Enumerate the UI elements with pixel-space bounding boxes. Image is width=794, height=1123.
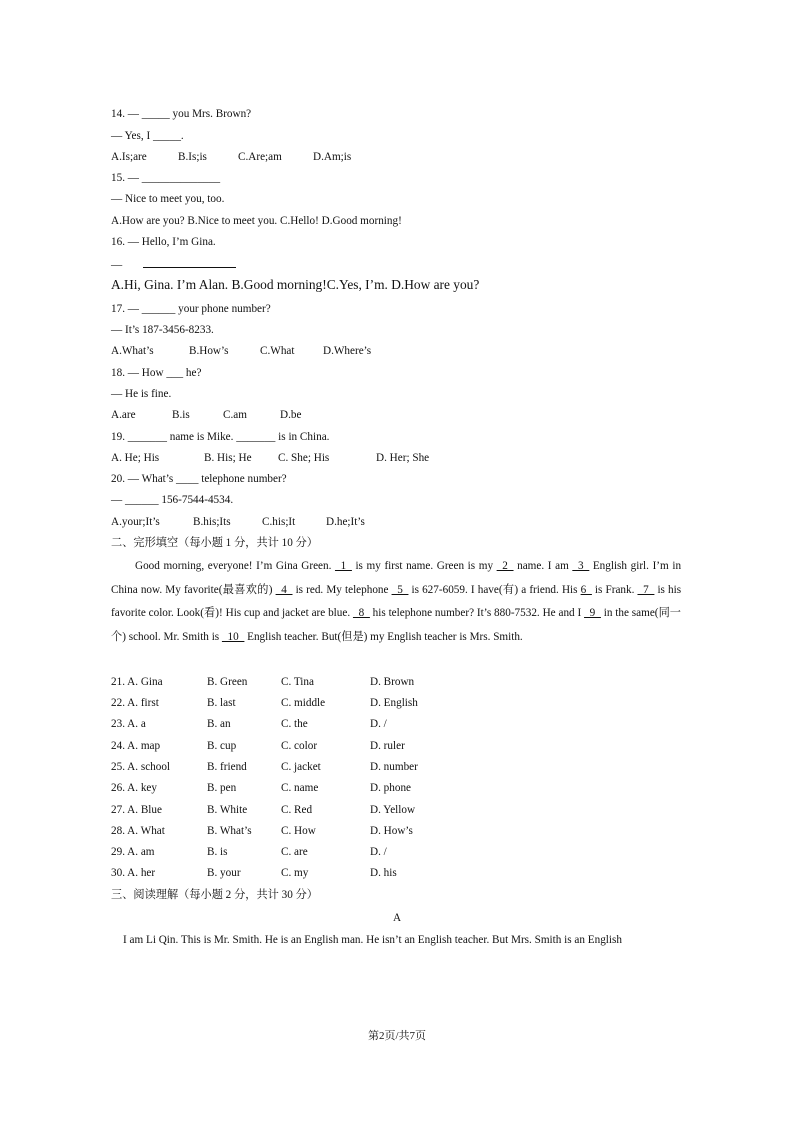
- q20-reply: — ______ 156-7544-4534.: [111, 494, 234, 506]
- option-b: B. His; He: [204, 452, 252, 464]
- passage-text: I am Li Qin. This is Mr. Smith. He is an English man. He isn’t an English teacher. But Mrs. Smith is an English: [123, 934, 622, 946]
- option-c: C.What: [260, 345, 295, 357]
- option-c: C. middle: [281, 697, 326, 709]
- q18-stem: 18. — How ___ he?: [111, 367, 202, 379]
- option-d: D. ruler: [370, 740, 405, 752]
- option-d: D. /: [370, 718, 387, 730]
- option-a: A.your;It’s: [111, 516, 160, 528]
- option-b: B. last: [207, 697, 236, 709]
- q15-reply: — Nice to meet you, too.: [111, 193, 225, 205]
- q17-reply: — It’s 187-3456-8233.: [111, 324, 214, 336]
- option-b: B. your: [207, 867, 241, 879]
- cloze-blank: _4_: [275, 583, 293, 596]
- option-b: B. pen: [207, 782, 237, 794]
- option-a: A.are: [111, 409, 136, 421]
- q16-reply: [111, 256, 236, 272]
- cloze-text: English teacher. But(但是) my English teacher is Mrs. Smith.: [247, 630, 523, 643]
- option-d: D. How’s: [370, 825, 413, 837]
- option-b: B.his;Its: [193, 516, 231, 528]
- option-b: B. What’s: [207, 825, 252, 837]
- option-c: C. name: [281, 782, 319, 794]
- q16-options: A.Hi, Gina. I’m Alan. B.Good morning!C.Yes, I’m. D.How are you?: [111, 277, 480, 292]
- cloze-text: Good morning, everyone! I’m Gina Green.: [135, 560, 332, 572]
- section-heading-cloze: 二、完形填空（每小题 1 分，共计 10 分）: [111, 537, 318, 549]
- option-d: D. Brown: [370, 676, 415, 688]
- option-d: D. /: [370, 846, 387, 858]
- option-c: C. Tina: [281, 676, 314, 688]
- q14-stem: 14. — _____ you Mrs. Brown?: [111, 108, 252, 120]
- option-d: D.Where’s: [323, 345, 372, 357]
- cloze-blank: _9_: [584, 607, 601, 619]
- page-number: 第2页/共7页: [367, 1030, 427, 1042]
- cloze-text: English girl. I’m in China now. My favorite(最喜欢的): [111, 560, 682, 596]
- option-c: C. She; His: [278, 452, 330, 464]
- option-a: 30. A. her: [111, 867, 156, 879]
- option-c: C.Are;am: [238, 151, 282, 163]
- cloze-passage: [111, 555, 681, 649]
- passage-label: A: [392, 912, 402, 924]
- option-a: A.What’s: [111, 345, 154, 357]
- cloze-text: name. I am: [517, 560, 569, 572]
- option-d: D. Yellow: [370, 804, 416, 816]
- option-b: B. Green: [207, 676, 248, 688]
- option-c: C. color: [281, 740, 318, 752]
- option-b: B.is: [172, 409, 190, 421]
- option-c: C. jacket: [281, 761, 321, 773]
- option-a: 22. A. first: [111, 697, 159, 709]
- q18-reply: — He is fine.: [111, 388, 172, 400]
- q14-reply: — Yes, I _____.: [111, 130, 184, 142]
- option-b: B.How’s: [189, 345, 229, 357]
- cloze-blank: 6_: [580, 583, 592, 596]
- section-heading-reading: 三、阅读理解（每小题 2 分，共计 30 分）: [111, 889, 318, 901]
- cloze-text: is red. My telephone: [295, 583, 389, 596]
- cloze-text: is his favorite color. Look(看)! His cup and jacket are blue.: [111, 583, 682, 619]
- option-a: 23. A. a: [111, 718, 146, 730]
- q15-options: A.How are you? B.Nice to meet you. C.Hello! D.Good morning!: [111, 215, 402, 227]
- cloze-blank: _10_: [221, 630, 245, 643]
- cloze-blank: _8_: [353, 607, 370, 619]
- option-c: C. How: [281, 825, 316, 837]
- option-a: 24. A. map: [111, 740, 161, 752]
- option-c: C. the: [281, 718, 308, 730]
- option-a: 21. A. Gina: [111, 676, 163, 688]
- option-c: C.his;It: [262, 516, 296, 528]
- option-b: B.Is;is: [178, 151, 207, 163]
- option-b: B. cup: [207, 740, 237, 752]
- option-b: B. White: [207, 804, 248, 816]
- option-a: A.Is;are: [111, 151, 147, 163]
- option-c: C. Red: [281, 804, 313, 816]
- cloze-blank: _2_: [496, 560, 514, 572]
- option-d: D. number: [370, 761, 418, 773]
- option-c: C. are: [281, 846, 308, 858]
- cloze-blank: _7_: [637, 583, 655, 596]
- option-d: D. Her; She: [376, 452, 430, 464]
- cloze-text: in the same(同一个) school. Mr. Smith is: [111, 607, 681, 643]
- cloze-text: is my first name. Green is my: [355, 560, 494, 572]
- q19-stem: 19. _______ name is Mike. _______ is in China.: [111, 431, 330, 443]
- option-d: D.be: [280, 409, 302, 421]
- option-a: A. He; His: [111, 452, 160, 464]
- option-a: 29. A. am: [111, 846, 155, 858]
- dash: —: [111, 259, 123, 271]
- cloze-blank: _3_: [572, 560, 590, 572]
- cloze-blank: _1_: [335, 560, 352, 572]
- option-d: D. English: [370, 697, 418, 709]
- cloze-text: is Frank.: [594, 583, 635, 596]
- option-c: C. my: [281, 867, 309, 879]
- option-d: D. his: [370, 867, 397, 879]
- option-a: 26. A. key: [111, 782, 157, 794]
- q16-stem: 16. — Hello, I’m Gina.: [111, 236, 216, 248]
- q15-stem: 15. — ______________: [111, 172, 221, 184]
- option-a: 25. A. school: [111, 761, 171, 773]
- cloze-blank: _5_: [391, 583, 409, 596]
- option-b: B. friend: [207, 761, 247, 773]
- option-a: 28. A. What: [111, 825, 165, 837]
- option-b: B. an: [207, 718, 231, 730]
- option-d: D.Am;is: [313, 151, 352, 163]
- cloze-text: his telephone number? It’s 880-7532. He and I: [372, 607, 582, 619]
- option-a: 27. A. Blue: [111, 804, 162, 816]
- cloze-text: is 627-6059. I have(有) a friend. His: [411, 583, 578, 596]
- option-d: D. phone: [370, 782, 412, 794]
- option-d: D.he;It’s: [326, 516, 365, 528]
- q17-stem: 17. — ______ your phone number?: [111, 303, 271, 315]
- option-b: B. is: [207, 846, 228, 858]
- answer-blank: [143, 256, 236, 268]
- option-c: C.am: [223, 409, 247, 421]
- q20-stem: 20. — What’s ____ telephone number?: [111, 473, 287, 485]
